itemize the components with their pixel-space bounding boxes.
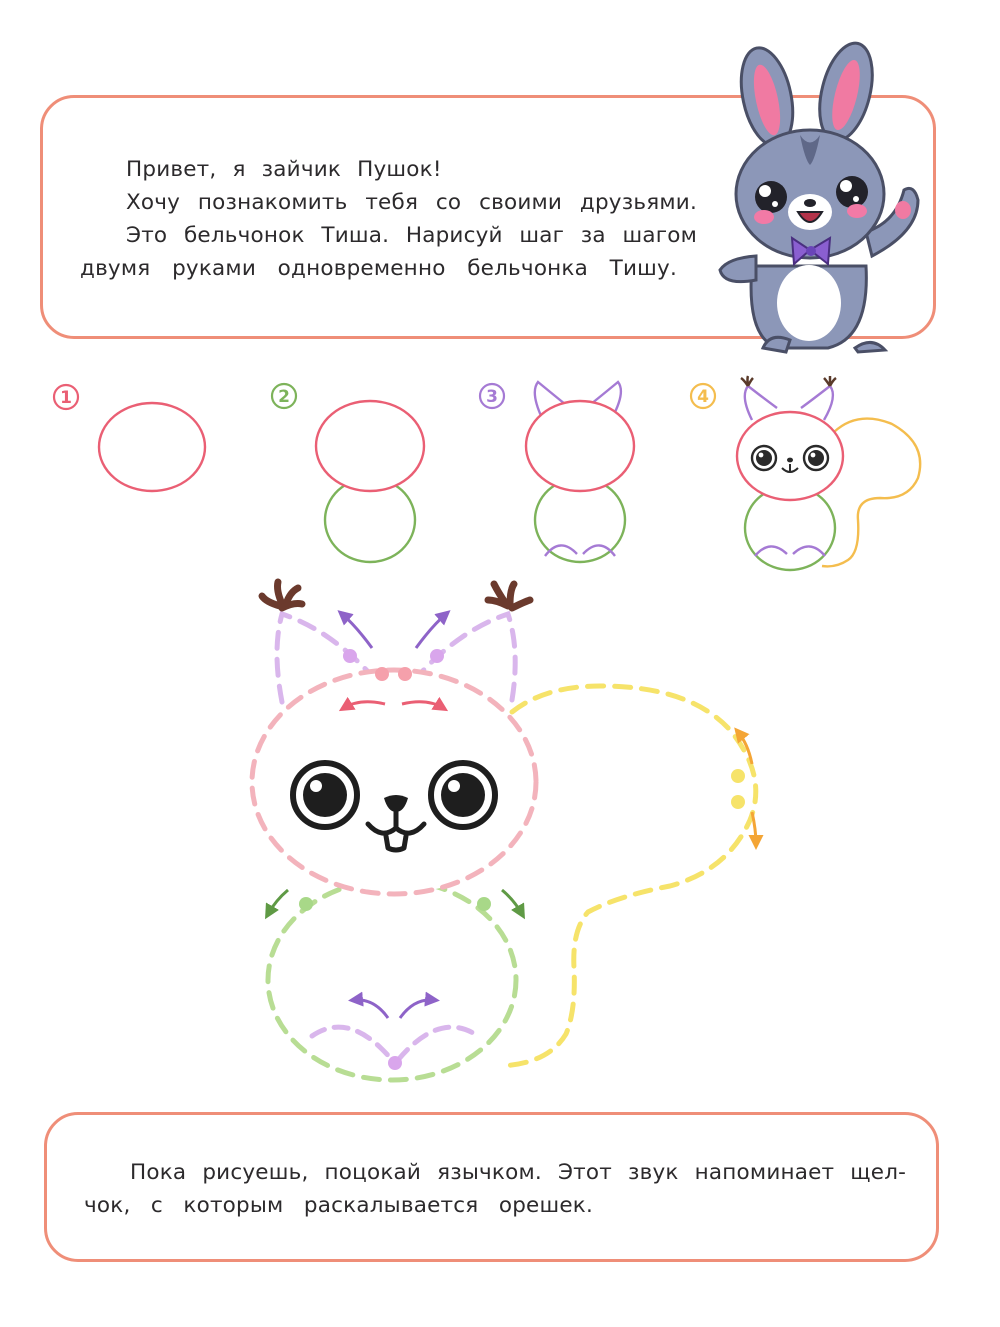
bunny-mascot bbox=[720, 38, 918, 352]
arrow-body-right bbox=[502, 890, 522, 914]
intro-line-3: Это бельчонок Тиша. Нарисуй шаг за шагом bbox=[126, 223, 697, 248]
intro-line-1: Привет, я зайчик Пушок! bbox=[126, 157, 442, 182]
start-dot-head-right bbox=[398, 667, 412, 681]
arrow-tail-down bbox=[752, 812, 756, 844]
start-dot-body-right bbox=[477, 897, 491, 911]
left-ear-tuft bbox=[262, 582, 302, 608]
start-dot-feet bbox=[388, 1056, 402, 1070]
step-2-number: 2 bbox=[278, 387, 290, 407]
squirrel-left-eye bbox=[293, 763, 357, 827]
tip-line-2: чок, с которым раскалывается орешек. bbox=[84, 1193, 593, 1218]
step-1-number: 1 bbox=[60, 388, 72, 408]
tracing-left-foot bbox=[312, 1027, 392, 1060]
start-dot-head-left bbox=[375, 667, 389, 681]
arrow-foot-left bbox=[354, 1000, 388, 1018]
tracing-tail bbox=[500, 686, 756, 1066]
start-dot-tail-bottom bbox=[731, 795, 745, 809]
tracing-squirrel bbox=[252, 582, 756, 1080]
arrow-left-ear bbox=[342, 614, 372, 648]
squirrel-right-eye bbox=[431, 763, 495, 827]
intro-line-2: Хочу познакомить тебя со своими друзьями. bbox=[126, 190, 697, 215]
step-4-badge bbox=[691, 384, 715, 408]
step-4-number: 4 bbox=[697, 387, 709, 407]
step-2-squirrel bbox=[316, 401, 424, 562]
arrow-foot-right bbox=[400, 1000, 434, 1018]
step-3-badge bbox=[480, 384, 504, 408]
start-dot-left-ear bbox=[343, 649, 357, 663]
step-3-number: 3 bbox=[486, 387, 498, 407]
tracing-right-foot bbox=[398, 1027, 478, 1060]
tip-line-1: Пока рисуешь, поцокай язычком. Этот звук напоминает щел- bbox=[130, 1160, 907, 1185]
step-3-squirrel bbox=[526, 382, 634, 562]
step-4-squirrel bbox=[737, 376, 920, 570]
arrow-body-left bbox=[268, 890, 288, 914]
step-1-badge bbox=[54, 385, 78, 409]
step-2-badge bbox=[272, 384, 296, 408]
intro-line-4: двумя руками одновременно бельчонка Тишу. bbox=[80, 256, 677, 281]
right-ear-tuft bbox=[488, 584, 530, 608]
arrow-right-ear bbox=[416, 614, 446, 648]
step-1-head bbox=[99, 403, 205, 491]
start-dot-body-left bbox=[299, 897, 313, 911]
start-dot-tail-top bbox=[731, 769, 745, 783]
start-dot-right-ear bbox=[430, 649, 444, 663]
